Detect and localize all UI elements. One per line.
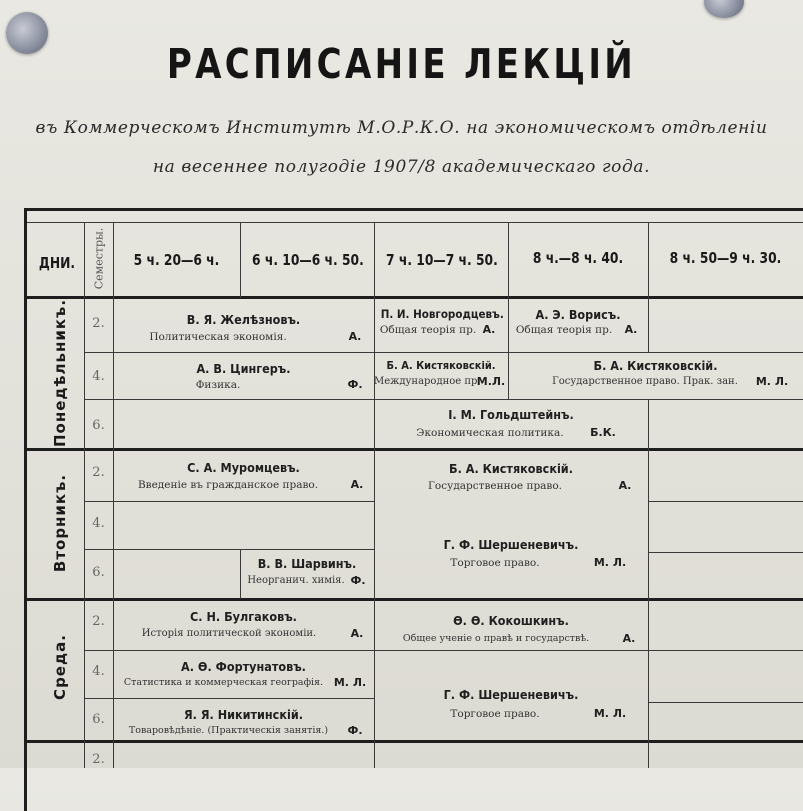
day-wednesday: Среда.: [51, 634, 69, 700]
semester-number: 2.: [92, 465, 105, 480]
lecturer-name: В. В. Шарвинъ.: [257, 556, 357, 571]
lecture-subject: Статистика и коммерческая географія.: [123, 677, 324, 688]
semester-number: 6.: [92, 565, 105, 580]
lecture-subject: Исторія политической экономіи.: [141, 628, 317, 639]
lecture-subject: Общая теорія пр.: [515, 324, 613, 336]
subtitle-line1: въ Коммерческомъ Институтѣ М.О.Р.К.О. на экономическомъ отдѣленіи: [35, 118, 768, 138]
lecture-subject: Торговое право.: [450, 708, 540, 720]
lecture-subject: Экономическая политика.: [416, 427, 564, 439]
lecturer-name: Г. Ф. Шершеневичъ.: [443, 687, 579, 702]
semester-number: 6.: [92, 712, 105, 727]
day-tuesday: Вторникъ.: [51, 473, 69, 573]
lecture-subject: Физика.: [195, 379, 241, 391]
lecture-room: М. Л.: [333, 676, 367, 689]
lecturer-name: А. Э. Ворисъ.: [535, 307, 621, 322]
lecture-subject: Международное пр.: [374, 376, 481, 387]
semester-number: 6.: [92, 418, 105, 433]
lecturer-name: С. А. Муромцевъ.: [187, 460, 300, 475]
lecturer-name: І. М. Гольдштейнъ.: [448, 407, 574, 422]
lecture-room: А.: [350, 478, 364, 491]
lecture-subject: Введеніе въ гражданское право.: [137, 479, 319, 491]
header-time-4: 8 ч.—8 ч. 40.: [532, 249, 624, 267]
semester-number: 2.: [92, 614, 105, 629]
lecture-subject: Общее ученіе о правѣ и государствѣ.: [402, 633, 590, 644]
header-time-1: 5 ч. 20—6 ч.: [133, 251, 220, 269]
lecturer-name: Б. А. Кистяковскій.: [593, 358, 718, 373]
header-rule: [27, 296, 803, 299]
day-rule: [27, 448, 803, 451]
rule: [84, 399, 803, 400]
lecture-room: Б.К.: [590, 426, 616, 439]
rule: [648, 399, 649, 768]
semester-number: 4.: [92, 516, 105, 531]
header-time-2: 6 ч. 10—6 ч. 50.: [252, 251, 364, 269]
day-monday: Понедѣльникъ.: [51, 298, 69, 448]
day-rule: [27, 598, 803, 601]
lecture-room: М. Л.: [593, 556, 627, 569]
rule: [27, 222, 803, 223]
lecture-room: Ф.: [347, 378, 363, 391]
lecture-subject: Неорганич. химія.: [247, 575, 345, 586]
lecture-room: А.: [482, 323, 496, 336]
rule: [648, 222, 649, 352]
lecture-room: М.Л.: [476, 375, 506, 388]
rule: [84, 549, 374, 550]
lecture-subject: Торговое право.: [450, 557, 540, 569]
rule: [240, 222, 241, 298]
lecturer-name: П. И. Новгородцевъ.: [380, 307, 504, 321]
lecture-subject: Политическая экономія.: [149, 331, 287, 343]
rule: [84, 501, 374, 502]
lecture-room: А.: [622, 632, 636, 645]
lecture-subject: Государственное право. Прак. зан.: [552, 376, 738, 387]
lecturer-name: А. Ѳ. Фортунатовъ.: [181, 659, 306, 674]
header-time-3: 7 ч. 10—7 ч. 50.: [386, 251, 498, 269]
thumbtack-left: [6, 12, 48, 54]
semester-number: 4.: [92, 664, 105, 679]
semester-number: 2.: [92, 316, 105, 331]
header-time-5: 8 ч. 50—9 ч. 30.: [669, 249, 782, 267]
rule: [648, 501, 803, 502]
rule: [113, 222, 114, 768]
rule: [240, 549, 241, 599]
lecture-room: Ф.: [350, 574, 366, 587]
header-days: ДНИ.: [38, 254, 76, 272]
lecture-room: М. Л.: [593, 707, 627, 720]
lecture-room: А.: [350, 627, 364, 640]
lecture-room: М. Л.: [755, 375, 789, 388]
subtitle-line2: на весеннее полугодіе 1907/8 академическаго года.: [152, 157, 651, 177]
rule: [648, 552, 803, 553]
page-title: РАСПИСАНІЕ ЛЕКЦІЙ: [166, 40, 637, 88]
rule: [84, 698, 374, 699]
lecturer-name: Ѳ. Ѳ. Кокошкинъ.: [453, 613, 569, 628]
lecture-room: А.: [618, 479, 632, 492]
header-semesters: Семестры.: [92, 227, 106, 290]
rule: [508, 352, 509, 399]
day-rule: [27, 740, 803, 743]
lecture-room: А.: [348, 330, 362, 343]
lecture-room: Ф.: [347, 724, 363, 737]
lecture-subject: Общая теорія пр.: [379, 324, 477, 336]
rule: [648, 702, 803, 703]
rule: [84, 222, 85, 768]
lecture-subject: Товаровѣдѣніе. (Практическія занятія.): [128, 725, 329, 736]
lecturer-name: Б. А. Кистяковскій.: [449, 461, 573, 476]
lecturer-name: Б. А. Кистяковскій.: [386, 359, 496, 372]
lecturer-name: В. Я. Желѣзновъ.: [186, 312, 301, 327]
lecture-subject: Государственное право.: [427, 480, 562, 492]
semester-number: 2.: [92, 752, 105, 767]
lecturer-name: А. В. Цингеръ.: [196, 361, 291, 376]
lecturer-name: Г. Ф. Шершеневичъ.: [443, 537, 579, 552]
lecturer-name: Я. Я. Никитинскій.: [183, 707, 304, 722]
thumbtack-right: [704, 0, 744, 18]
lecturer-name: С. Н. Булгаковъ.: [190, 609, 297, 624]
rule: [84, 352, 803, 353]
lecture-room: А.: [624, 323, 638, 336]
semester-number: 4.: [92, 369, 105, 384]
rule: [374, 222, 375, 768]
rule: [84, 650, 803, 651]
